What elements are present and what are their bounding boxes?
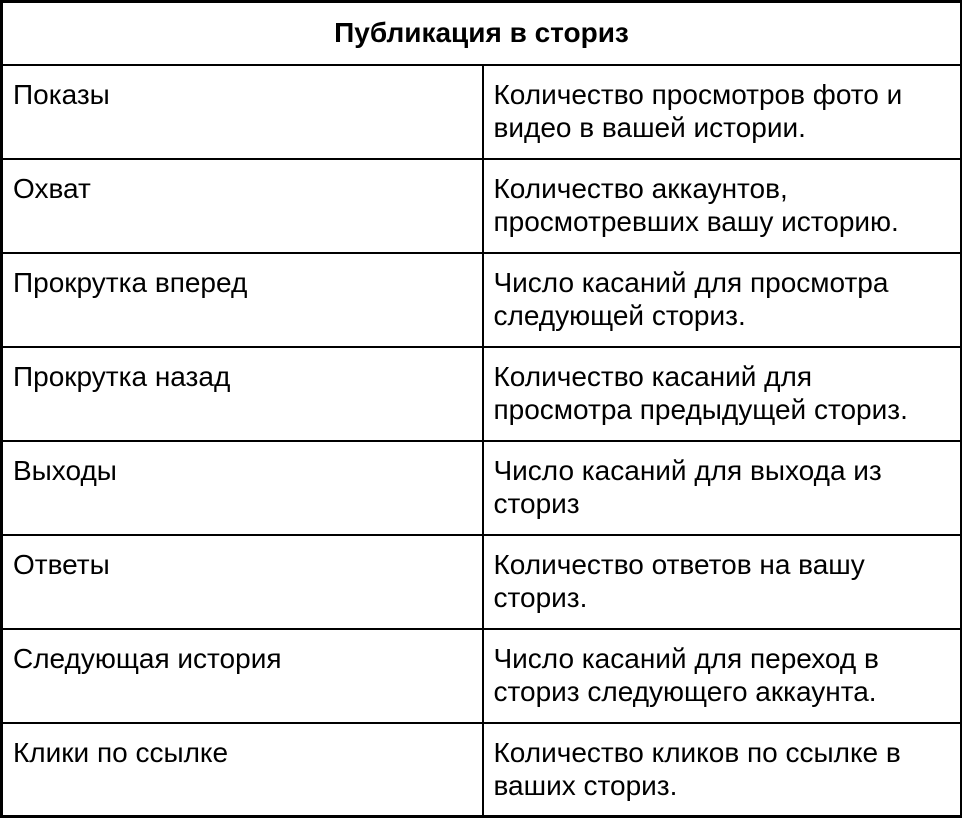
table-row	[2, 723, 962, 817]
table-row	[2, 441, 962, 535]
metric-description-cell: Число касаний для просмотра следующей сториз.	[483, 253, 962, 347]
metric-description-cell: Количество ответов на вашу сториз.	[483, 535, 962, 629]
metric-description-cell: Количество аккаунтов, просмотревших вашу историю.	[483, 159, 962, 253]
metric-description-cell: Число касаний для переход в сториз следующего аккаунта.	[483, 629, 962, 723]
table-row	[2, 347, 962, 441]
metric-term-cell: Клики по ссылке	[2, 723, 483, 817]
metric-term-cell: Следующая история	[2, 629, 483, 723]
table-row	[2, 253, 962, 347]
metric-term-cell: Прокрутка назад	[2, 347, 483, 441]
metric-description-cell: Количество кликов по ссылке в ваших сториз.	[483, 723, 962, 817]
table-row	[2, 535, 962, 629]
metric-description-cell: Количество просмотров фото и видео в вашей истории.	[483, 65, 962, 159]
table-body	[2, 65, 962, 817]
metric-term-cell: Прокрутка вперед	[2, 253, 483, 347]
table-row	[2, 65, 962, 159]
metric-term-cell: Показы	[2, 65, 483, 159]
metric-description-cell: Число касаний для выхода из сториз	[483, 441, 962, 535]
table-title: Публикация в сториз	[2, 2, 962, 65]
metric-description-cell: Количество касаний для просмотра предыдущей сториз.	[483, 347, 962, 441]
table-row	[2, 159, 962, 253]
metric-term-cell: Ответы	[2, 535, 483, 629]
table-header-row	[2, 2, 962, 65]
metric-term-cell: Выходы	[2, 441, 483, 535]
metric-term-cell: Охват	[2, 159, 483, 253]
table-row	[2, 629, 962, 723]
